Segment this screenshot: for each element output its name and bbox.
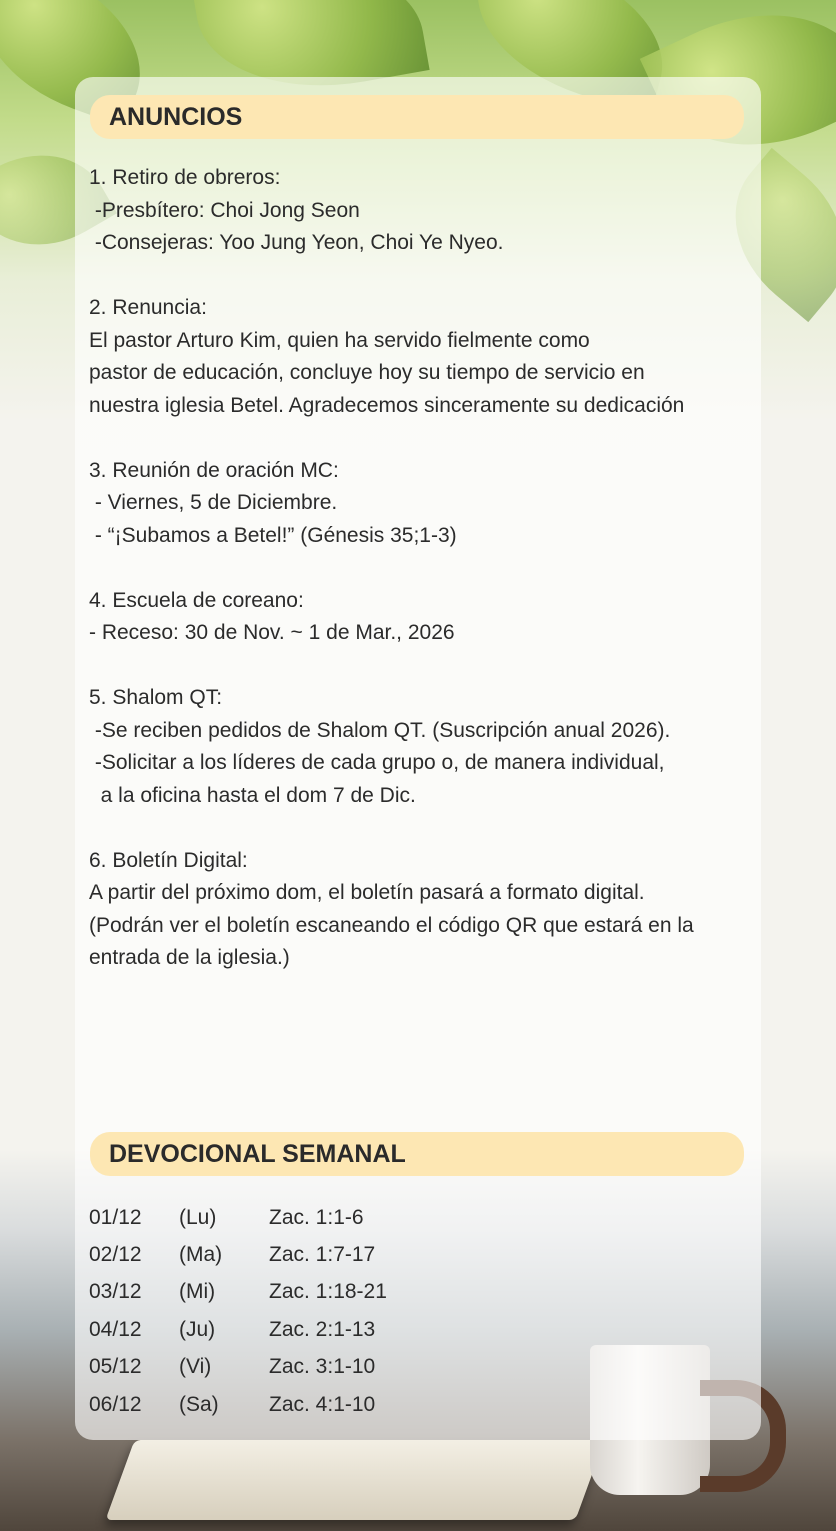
announcement-line: 5. Shalom QT: bbox=[89, 686, 223, 709]
announcements-body bbox=[89, 162, 759, 975]
devotional-date: 01/12 bbox=[89, 1205, 142, 1229]
devotional-day: (Ju) bbox=[179, 1317, 216, 1341]
announcement-line: 2. Renuncia: bbox=[89, 296, 207, 319]
devotional-row bbox=[89, 1274, 489, 1311]
devotional-day: (Mi) bbox=[179, 1280, 216, 1304]
devotional-reading: Zac. 3:1-10 bbox=[269, 1355, 376, 1379]
devotional-date: 06/12 bbox=[89, 1392, 142, 1416]
announcement-line: nuestra iglesia Betel. Agradecemos sinceramente su dedicación bbox=[89, 393, 685, 417]
devotional-reading: Zac. 4:1-10 bbox=[269, 1392, 376, 1416]
announcement-line: 4. Escuela de coreano: bbox=[89, 588, 304, 612]
announcement-line: a la oficina hasta el dom 7 de Dic. bbox=[89, 783, 416, 807]
devotional-date: 04/12 bbox=[89, 1317, 142, 1341]
devotional-reading: Zac. 1:7-17 bbox=[269, 1243, 376, 1267]
announcement-line: A partir del próximo dom, el boletín pasará a formato digital. bbox=[89, 881, 645, 904]
devotional-reading: Zac. 2:1-13 bbox=[269, 1317, 376, 1341]
devotional-row bbox=[89, 1311, 489, 1348]
devotional-reading: Zac. 1:1-6 bbox=[269, 1205, 364, 1229]
announcement-line: entrada de la iglesia.) bbox=[89, 946, 290, 969]
announcement-line: - “¡Subamos a Betel!” (Génesis 35;1-3) bbox=[89, 523, 457, 547]
announcement-line: El pastor Arturo Kim, quien ha servido fielmente como bbox=[89, 328, 590, 352]
devotional-row bbox=[89, 1349, 489, 1386]
devotional-table bbox=[89, 1199, 489, 1423]
devotional-date: 02/12 bbox=[89, 1243, 142, 1267]
devotional-row bbox=[89, 1199, 489, 1236]
announcement-line: 3. Reunión de oración MC: bbox=[89, 458, 339, 482]
devotional-day: (Lu) bbox=[179, 1205, 217, 1229]
devotional-day: (Ma) bbox=[179, 1243, 223, 1267]
devotional-date: 05/12 bbox=[89, 1355, 142, 1379]
devotional-row bbox=[89, 1236, 489, 1273]
announcement-line: -Presbítero: Choi Jong Seon bbox=[89, 198, 360, 222]
announcement-line: -Se reciben pedidos de Shalom QT. (Suscripción anual 2026). bbox=[89, 718, 671, 742]
announcement-line: -Solicitar a los líderes de cada grupo o, de manera individual, bbox=[89, 751, 665, 774]
devotional-header: DEVOCIONAL SEMANAL bbox=[90, 1132, 744, 1176]
devotional-day: (Sa) bbox=[179, 1392, 219, 1416]
announcements-header: ANUNCIOS bbox=[90, 95, 744, 139]
announcement-line: pastor de educación, concluye hoy su tiempo de servicio en bbox=[89, 361, 645, 384]
announcement-line: - Viernes, 5 de Diciembre. bbox=[89, 491, 338, 514]
announcement-line: 1. Retiro de obreros: bbox=[89, 166, 281, 189]
bible-decoration bbox=[105, 1440, 604, 1520]
devotional-row bbox=[89, 1386, 489, 1423]
announcement-line: (Podrán ver el boletín escaneando el código QR que estará en la bbox=[89, 913, 694, 937]
announcement-line: 6. Boletín Digital: bbox=[89, 848, 248, 872]
announcement-line: - Receso: 30 de Nov. ~ 1 de Mar., 2026 bbox=[89, 621, 455, 644]
announcement-line: -Consejeras: Yoo Jung Yeon, Choi Ye Nyeo. bbox=[89, 231, 504, 254]
devotional-reading: Zac. 1:18-21 bbox=[269, 1280, 387, 1304]
devotional-date: 03/12 bbox=[89, 1280, 142, 1304]
devotional-day: (Vi) bbox=[179, 1355, 212, 1379]
